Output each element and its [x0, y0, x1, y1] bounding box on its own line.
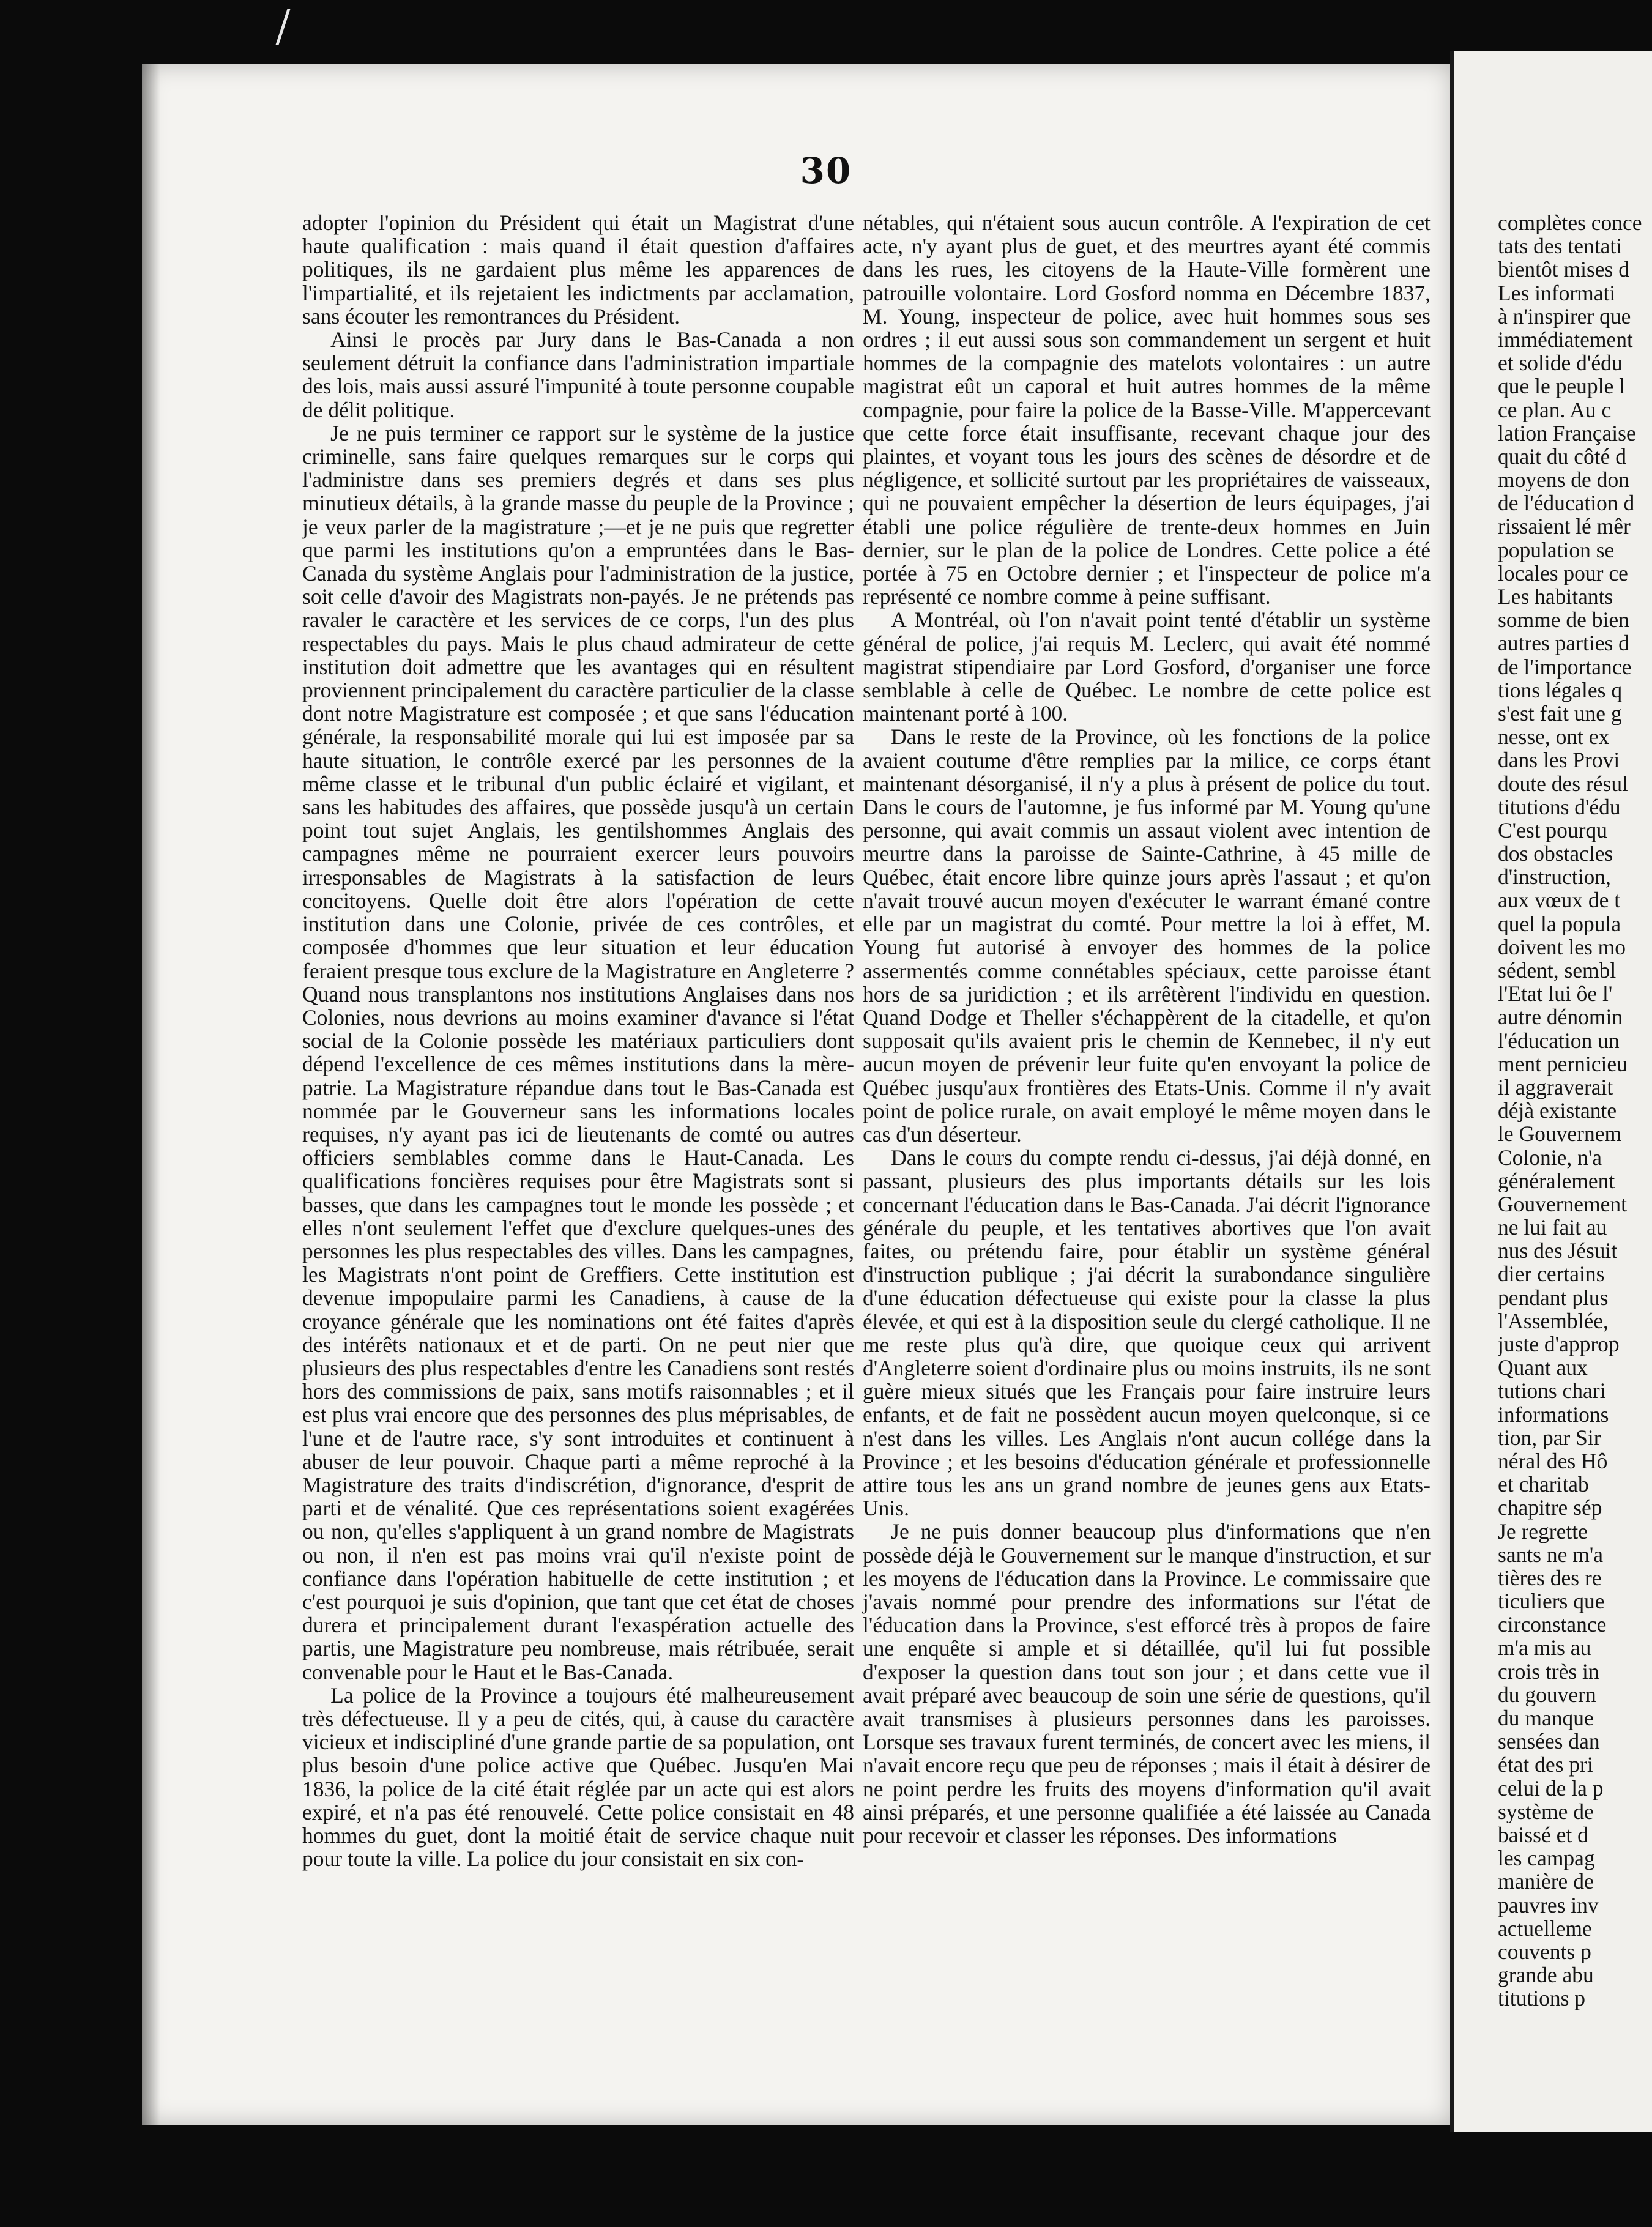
- next-page-line: immédiatement: [1498, 327, 1633, 352]
- next-page-line: celui de la p: [1498, 1776, 1604, 1800]
- next-page-line: couvents p: [1498, 1939, 1591, 1964]
- paragraph: A Montréal, où l'on n'avait point tenté d'établir un système général de police, j'ai requis M. Leclerc, qui avait été nommé magistrat stipendiaire par Lord Gosford, d'organiser une force semblable à celle de Québec. Le nombre de cette police est maintenant porté à 100.: [863, 608, 1431, 726]
- next-page-line: système de: [1498, 1799, 1594, 1823]
- next-page-line: ment pernicieu: [1498, 1052, 1628, 1076]
- next-page-line: titutions p: [1498, 1987, 1586, 2010]
- next-page-line: Les habitants: [1498, 585, 1613, 609]
- paragraph: Dans le reste de la Province, où les fonctions de la police avaient coutume d'être remplies par la milice, ce corps étant maintenant désorganisé, il n'y a plus à présent de police du tout. Dans le cours de l'automne, je fus informé par M. Young qu'une personne, qui avait commis un assaut violent avec intention de meurtre dans la paroisse de Sainte-Cathrine, à 45 mille de Québec, était encore libre quinze jours après l'assaut ; et qu'on n'avait trouvé aucun moyen d'exécuter le warrant émané contre elle par un magistrat du comté. Pour mettre la loi à effet, M. Young fut autorisé à envoyer des hommes de la police assermentés comme connétables spéciaux, cette paroisse étant hors de sa juridiction ; et ils arrêtèrent l'individu en question. Quand Dodge et Theller s'échappèrent de la citadelle, et qu'on supposait qu'ils avaient pris le chemin de Kennebec, il n'y eut aucun moyen de prévenir leur fuite qu'en envoyant la police de Québec jusqu'aux frontières des Etats-Unis. Comme il n'y avait point de police rurale, on avait employé le même moyen dans le cas d'un déserteur.: [863, 724, 1431, 1147]
- next-page-line: de l'importance: [1498, 655, 1632, 679]
- next-page-line: les campag: [1498, 1846, 1595, 1870]
- next-page-line: baissé et d: [1498, 1823, 1588, 1847]
- next-page-line: nus des Jésuit: [1498, 1239, 1618, 1263]
- page-gutter-shadow: [142, 64, 160, 2125]
- next-page-line: manière de: [1498, 1870, 1594, 1894]
- next-page-line: l'éducation un: [1498, 1028, 1620, 1052]
- next-page-line: informations: [1498, 1402, 1609, 1426]
- next-page-line: bientôt mises d: [1498, 258, 1629, 281]
- next-page-line: l'Etat lui ôe l': [1498, 982, 1613, 1006]
- next-page-line: état des pri: [1498, 1753, 1593, 1777]
- next-page-line: doute des résul: [1498, 771, 1628, 795]
- next-page-line: crois très in: [1498, 1659, 1599, 1683]
- next-page-line: actuelleme: [1498, 1916, 1592, 1940]
- left-text-column: [302, 211, 854, 1870]
- next-page-line: du gouvern: [1498, 1682, 1596, 1706]
- next-page-line: circonstance: [1498, 1613, 1607, 1637]
- next-page-line: moyens de don: [1498, 468, 1629, 492]
- next-page-line: autres parties d: [1498, 631, 1629, 655]
- next-page-line: dans les Provi: [1498, 748, 1620, 772]
- next-page-text-fragments: [1498, 211, 1652, 2010]
- next-page-line: et solide d'édu: [1498, 351, 1623, 375]
- next-page-line: locales pour ce: [1498, 561, 1628, 585]
- next-page-line: dos obstacles: [1498, 842, 1613, 866]
- next-page-line: titutions d'édu: [1498, 795, 1621, 819]
- scan-scratch-mark: [275, 9, 308, 45]
- next-page-line: juste d'approp: [1498, 1333, 1620, 1356]
- next-page-line: à n'inspirer que: [1498, 304, 1631, 328]
- next-page-line: du manque: [1498, 1706, 1594, 1730]
- next-page-line: Les informati: [1498, 281, 1616, 305]
- next-page-line: de l'éducation d: [1498, 491, 1635, 515]
- next-page-line: tières des re: [1498, 1566, 1602, 1590]
- next-page-line: grande abu: [1498, 1963, 1594, 1987]
- next-page-line: il aggraverait: [1498, 1075, 1613, 1099]
- next-page-line: néral des Hô: [1498, 1449, 1608, 1473]
- next-page-line: quait du côté d: [1498, 444, 1626, 469]
- next-page-line: quel la popula: [1498, 912, 1621, 935]
- next-page-line: Je regrette: [1498, 1519, 1588, 1543]
- right-text-column: [863, 211, 1431, 1847]
- next-page-line: ticuliers que: [1498, 1589, 1605, 1613]
- next-page-line: l'Assemblée,: [1498, 1309, 1609, 1333]
- next-page-line: Gouvernement: [1498, 1192, 1627, 1216]
- next-page-line: pendant plus: [1498, 1285, 1609, 1309]
- paragraph: Je ne puis terminer ce rapport sur le système de la justice criminelle, sans faire quelques remarques sur le corps qui l'administre dans ses premiers degrés et dans ses plus minutieux détails, à la grande masse du peuple de la Province ; je veux parler de la magistrature ;—et je ne puis que regretter que parmi les institutions qu'on a empruntées dans le Bas-Canada du système Anglais pour l'administration de la justice, soit celle d'avoir des Magistrats non-payés. Je ne prétends pas ravaler le caractère et les services de ce corps, l'un des plus respectables du pays. Mais le plus chaud admirateur de cette institution doit admettre que les avantages qui en résultent proviennent principalement du caractère particulier de la classe dont notre Magistrature est composée ; et que sans l'éducation générale, la responsabilité morale qui lui est imposée par sa haute situation, le contrôle exercé par les personnes de la même classe et le tribunal d'un public éclairé et vigilant, et sans les habitudes des affaires, que possède jusqu'à un certain point tout sujet Anglais, les gentilshommes Anglais des campagnes même ne pourraient exercer leurs pouvoirs irresponsables de Magistrats à la satisfaction de leurs concitoyens. Quelle doit être alors l'opération de cette institution dans une Colonie, privée de ces contrôles, et composée d'hommes que leur situation et leur éducation feraient presque tous exclure de la Magistrature en Angleterre ? Quand nous transplantons nos institutions Anglaises dans nos Colonies, nous devrions au moins examiner d'avance si l'état social de la Colonie possède les matériaux particuliers dont dépend l'excellence de ces mêmes institutions dans la mère-patrie. La Magistrature répandue dans tout le Bas-Canada est nommée par le Gouverneur sans les informations locales requises, n'y ayant pas ici de lieutenants de comté ou autres officiers semblables comme dans le Haut-Canada. Les qualifications foncières requises pour être Magistrats sont si basses, que dans les campagnes tout le monde les possède ; et elles n'ont seulement l'effet que d'exclure quelques-unes des personnes les plus respectables des villes. Dans les campagnes, les Magistrats n'ont point de Greffiers. Cette institution est devenue impopulaire parmi les Canadiens, à cause de la croyance générale que les nominations ont été faites d'après des intérêts nationaux et et de parti. On ne peut nier que plusieurs des plus respectables d'entre les Canadiens sont restés hors des commissions de paix, sans motifs raisonnables ; et il est plus vrai encore que des personnes des plus méprisables, de l'une et de l'autre race, s'y sont introduites et continuent à abuser de leur pouvoir. Chaque parti a même reproché à la Magistrature des traits d'indiscrétion, d'ignorance, d'esprit de parti et de vénalité. Que ces représentations soient exagérées ou non, qu'elles s'appliquent à un grand nombre de Magistrats ou non, il n'en est pas moins vrai qu'il n'existe point de confiance dans l'opération habituelle de cette institution ; et c'est pourquoi je suis d'opinion, que tant que cet état de choses durera et principalement durant l'exaspération actuelle des partis, une Magistrature peu nombreuse, mais rétribuée, serait convenable pour le Haut et le Bas-Canada.: [302, 420, 854, 1684]
- next-page-line: complètes conce: [1498, 211, 1642, 235]
- next-page-line: pauvres inv: [1498, 1893, 1599, 1917]
- next-page-line: sensées dan: [1498, 1730, 1600, 1753]
- page-number: 30: [800, 150, 852, 191]
- paragraph: Je ne puis donner beaucoup plus d'informations que n'en possède déjà le Gouvernement sur le manque d'instruction, et sur les moyens de l'éducation dans la Province. Le commissaire que j'avais nommé pour prendre des informations sur l'état de l'éducation dans la Province, s'est efforcé très à propos de faire une enquête si ample et si détaillée, qu'il lui fut possible d'exposer la question dans tout son jour ; et dans cette vue il avait préparé avec beaucoup de soin une série de questions, qu'il avait transmises à plusieurs personnes dans les paroisses. Lorsque ses travaux furent terminés, de concert avec les miens, il n'avait encore reçu que peu de réponses ; mais il était à désirer de ne point perdre les fruits des moyens d'information qu'il avait ainsi préparés, et une personne qualifiée a été laissée au Canada pour recevoir et classer les réponses. Des informations: [863, 1519, 1431, 1848]
- next-page-line: sants ne m'a: [1498, 1542, 1604, 1566]
- next-page-line: aux vœux de t: [1498, 888, 1621, 912]
- next-page-line: nesse, ont ex: [1498, 725, 1610, 749]
- paragraph: adopter l'opinion du Président qui était un Magistrat d'une haute qualification : mais quand il était question d'affaires politiques, ils ne gardaient plus même les apparences de l'impartialité, et ils rejetaient les indictments par acclamation, sans écouter les remontrances du Président.: [302, 210, 854, 329]
- next-page-line: population se: [1498, 538, 1615, 562]
- next-page-line: somme de bien: [1498, 608, 1629, 632]
- next-page-line: tutions chari: [1498, 1379, 1606, 1403]
- next-page-line: que le peuple l: [1498, 374, 1625, 398]
- next-page-line: s'est fait une g: [1498, 701, 1622, 726]
- next-page-line: dier certains: [1498, 1262, 1605, 1286]
- next-page-line: C'est pourqu: [1498, 818, 1607, 842]
- next-page-line: sédent, sembl: [1498, 959, 1617, 983]
- next-page-line: ne lui fait au: [1498, 1216, 1607, 1240]
- next-page-line: Quant aux: [1498, 1356, 1588, 1380]
- next-page-line: déjà existante: [1498, 1099, 1617, 1123]
- next-page-line: ce plan. Au c: [1498, 398, 1612, 422]
- next-page-line: et charitab: [1498, 1473, 1589, 1496]
- next-page-line: m'a mis au: [1498, 1636, 1591, 1660]
- next-page-line: autre dénomin: [1498, 1005, 1623, 1029]
- next-page-line: d'instruction,: [1498, 865, 1611, 889]
- next-page-line: lation Française: [1498, 421, 1636, 445]
- paragraph: Dans le cours du compte rendu ci-dessus, j'ai déjà donné, en passant, plusieurs des plus importants détails sur les lois concernant l'éducation dans le Bas-Canada. J'ai décrit l'ignorance générale du peuple, et les tentatives abortives que l'on avait faites, ou prétendu faire, pour établir un système général d'instruction publique ; j'ai décrit la surabondance singulière d'une éducation défectueuse qui existe pour la classe la plus élevée, et qui est à la disposition seule du clergé catholique. Il ne me reste plus qu'à dire, que quoique ceux qui arrivent d'Angleterre soient d'ordinaire plus ou moins instruits, ils ne sont guère mieux situés que les Français pour faire instruire leurs enfants, et de fait ne possèdent aucun moyen quelconque, si ce n'est dans les villes. Les Anglais n'ont aucun collége dans la Province ; et les besoins d'éducation générale et professionnelle attire tous les ans un grand nombre de jeunes gens aux Etats-Unis.: [863, 1145, 1431, 1521]
- next-page-line: doivent les mo: [1498, 935, 1626, 959]
- next-page-line: Colonie, n'a: [1498, 1145, 1602, 1169]
- paragraph: La police de la Province a toujours été malheureusement très défectueuse. Il y a peu de cités, qui, à cause du caractère vicieux et indiscipliné d'une grande partie de sa population, ont plus besoin d'une police active que Québec. Jusqu'en Mai 1836, la police de la cité était réglée par un acte qui est alors expiré, et n'a pas été renouvelé. Cette police consistait en 48 hommes du guet, dont la moitié était de service chaque nuit pour toute la ville. La police du jour consistait en six con-: [302, 1682, 854, 1872]
- next-page-line: généralement: [1498, 1169, 1615, 1192]
- next-page-line: le Gouvernem: [1498, 1122, 1622, 1146]
- next-page-line: rissaient lé mêr: [1498, 515, 1631, 538]
- next-page-line: tats des tentati: [1498, 234, 1623, 258]
- paragraph: Ainsi le procès par Jury dans le Bas-Canada a non seulement détruit la confiance dans l'administration impartiale des lois, mais aussi assuré l'impunité à toute personne coupable de délit politique.: [302, 327, 854, 422]
- next-page-line: tion, par Sir: [1498, 1426, 1601, 1449]
- next-page-line: chapitre sép: [1498, 1496, 1602, 1520]
- paragraph: nétables, qui n'étaient sous aucun contrôle. A l'expiration de cet acte, n'y ayant plus de guet, et des meurtres ayant été commis dans les rues, les citoyens de la Haute-Ville formèrent une patrouille volontaire. Lord Gosford nomma en Décembre 1837, M. Young, inspecteur de police, avec huit hommes sous ses ordres ; il eut aussi sous son commandement un sergent et huit hommes de la compagnie des matelots volontaires : un autre magistrat eût un caporal et huit autres hommes de la même compagnie, pour faire la police de la Basse-Ville. M'appercevant que cette force était insuffisante, recevant chaque jour des plaintes, et voyant tous les jours des scènes de désordre et de négligence, et sollicité surtout par les propriétaires de vaisseaux, qui ne pouvaient empêcher la désertion de leurs équipages, j'ai établi une police régulière de trente-deux hommes en Juin dernier, sur le plan de la police de Londres. Cette police a été portée à 75 en Octobre dernier ; et l'inspecteur de police m'a représenté ce nombre comme à peine suffisant.: [863, 210, 1431, 609]
- next-page-line: tions légales q: [1498, 678, 1623, 702]
